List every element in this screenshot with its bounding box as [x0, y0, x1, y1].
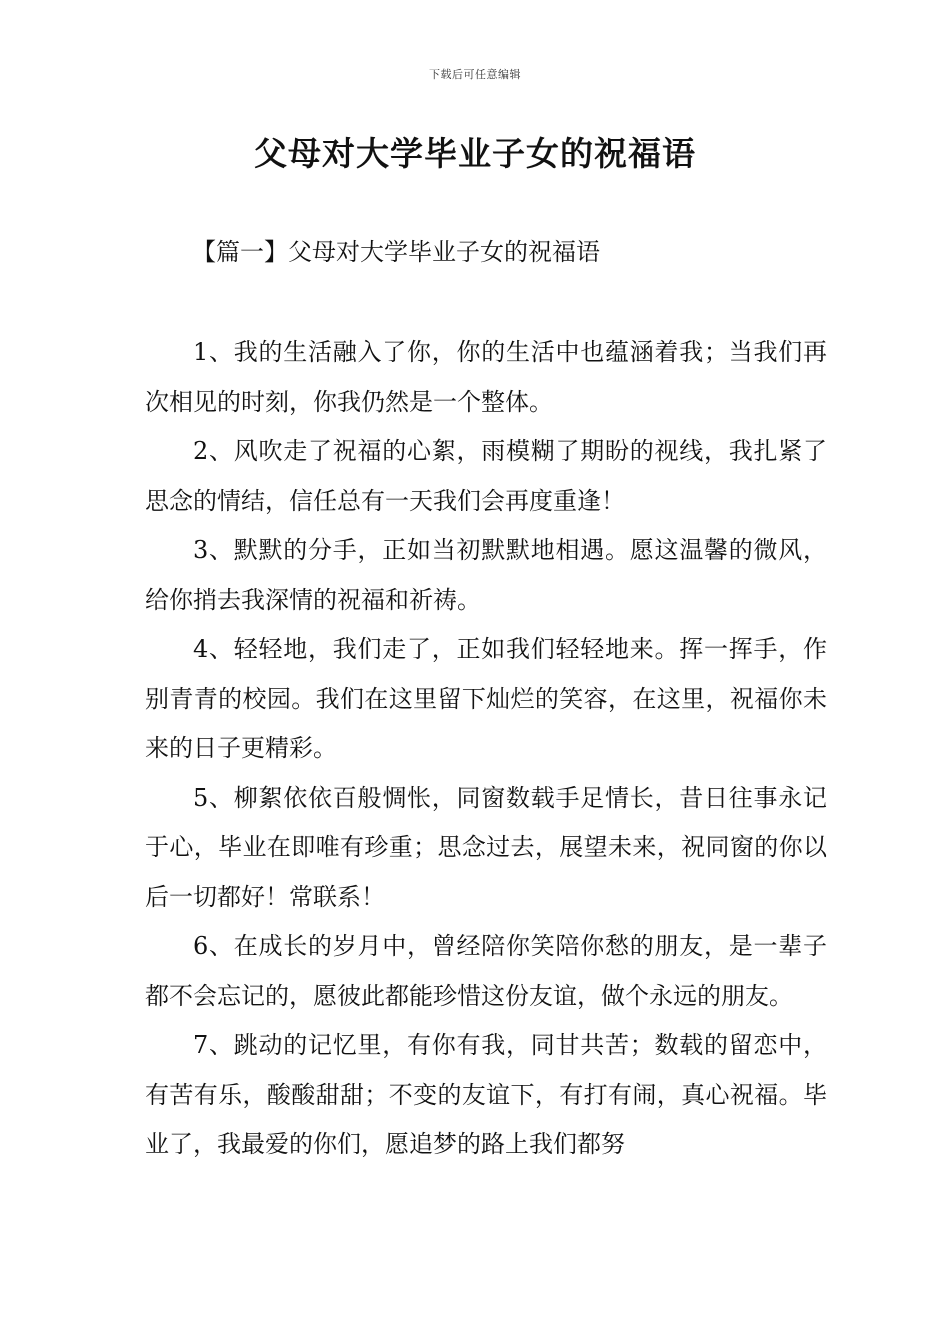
- blessing-item-2: 2、风吹走了祝福的心絮，雨模糊了期盼的视线，我扎紧了思念的情结，信任总有一天我们会再度重逢！: [145, 437, 827, 515]
- blessing-item-1: 1、我的生活融入了你，你的生活中也蕴涵着我；当我们再次相见的时刻，你我仍然是一个整体。: [145, 338, 827, 416]
- blessing-item-4: 4、轻轻地，我们走了，正如我们轻轻地来。挥一挥手，作别青青的校园。我们在这里留下灿烂的笑容，在这里，祝福你未来的日子更精彩。: [145, 635, 827, 762]
- blessing-item-5: 5、柳絮依依百般惆怅，同窗数载手足情长，昔日往事永记于心，毕业在即唯有珍重；思念过去，展望未来，祝同窗的你以后一切都好！常联系！: [145, 783, 827, 911]
- blessing-item-7: 7、跳动的记忆里，有你有我，同甘共苦；数载的留恋中，有苦有乐，酸酸甜甜；不变的友谊下，有打有闹，真心祝福。毕业了，我最爱的你们，愿追梦的路上我们都努: [145, 1031, 827, 1158]
- blessing-item-3: 3、默默的分手，正如当初默默地相遇。愿这温馨的微风，给你捎去我深情的祝福和祈祷。: [145, 536, 827, 614]
- blessing-list: [145, 328, 827, 1170]
- section-heading: 【篇一】父母对大学毕业子女的祝福语: [192, 238, 600, 266]
- header-note: 下载后可任意编辑: [429, 68, 521, 81]
- page-title: 父母对大学毕业子女的祝福语: [254, 134, 696, 173]
- blessing-item-6: 6、在成长的岁月中，曾经陪你笑陪你愁的朋友，是一辈子都不会忘记的，愿彼此都能珍惜这份友谊，做个永远的朋友。: [145, 932, 827, 1010]
